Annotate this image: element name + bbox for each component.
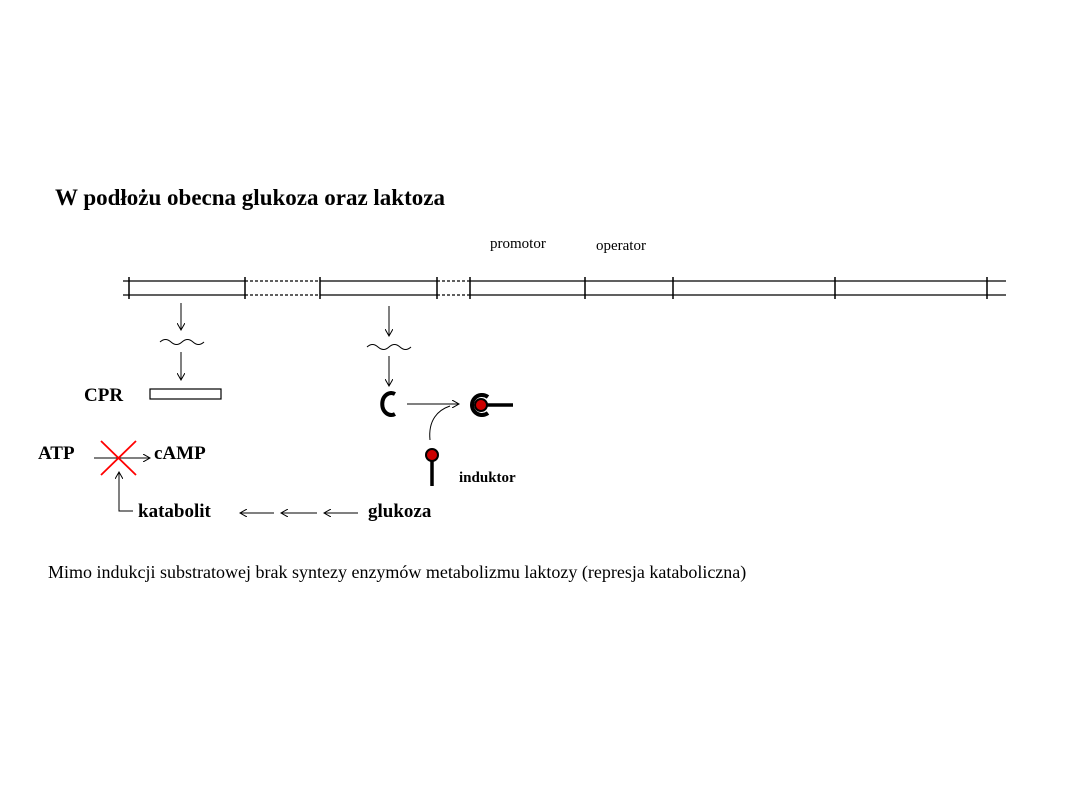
cpr-label: CPR <box>84 385 124 406</box>
dna-strand <box>123 281 1006 295</box>
diagram-title: W podłożu obecna glukoza oraz laktoza <box>55 185 445 210</box>
crp-expression-arrows <box>160 303 204 380</box>
katabolit-label: katabolit <box>138 501 211 522</box>
repressor-icon <box>382 393 395 415</box>
camp-label: cAMP <box>154 443 206 464</box>
repressor-expression-arrows <box>367 306 411 386</box>
gene-boundaries <box>129 277 987 299</box>
catabolite-feedback-arrow <box>119 472 133 511</box>
repressor-inducer-complex <box>472 395 513 415</box>
induktor-label: induktor <box>459 470 516 486</box>
inducer-binding-curve <box>430 406 450 440</box>
inducer-icon <box>426 449 438 486</box>
glukoza-label: glukoza <box>368 501 432 522</box>
operator-label: operator <box>596 238 646 254</box>
crp-protein-bar <box>150 389 221 399</box>
promotor-label: promotor <box>490 236 546 252</box>
atp-label: ATP <box>38 443 75 464</box>
caption-text: Mimo indukcji substratowej brak syntezy enzymów metabolizmu laktozy (represja kataboliczna) <box>48 562 747 582</box>
